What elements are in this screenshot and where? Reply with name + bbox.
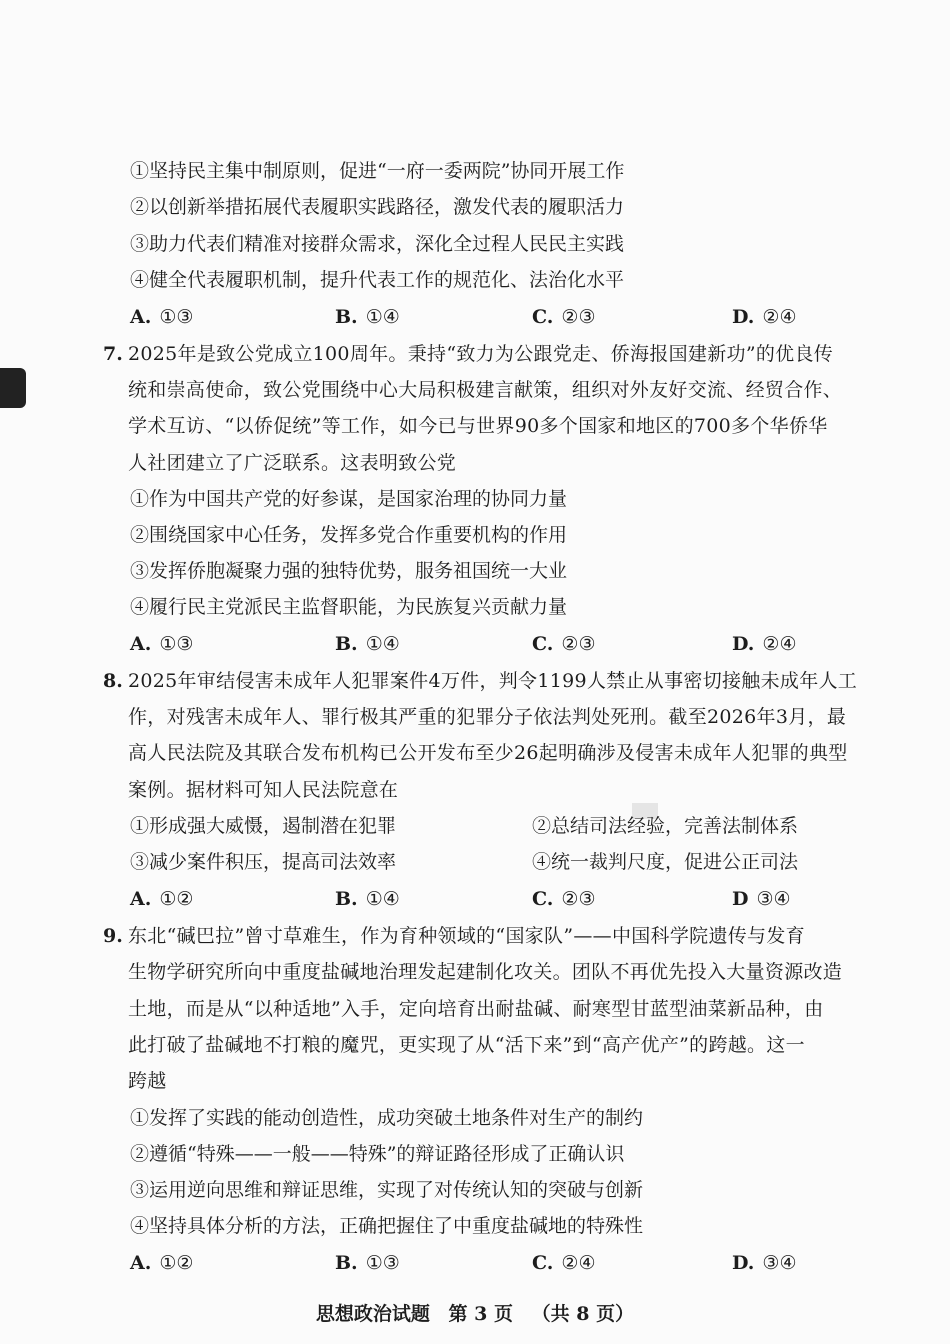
page-footer [0,1297,950,1331]
q9-item-3: ③运用逆向思维和辩证思维，实现了对传统认知的突破与创新 [130,1179,644,1201]
q9-stem-line-2: 生物学研究所向中重度盐碱地治理发起建制化攻关。团队不再优先投入大量资源改造 [128,961,843,983]
q7-item-3: ③发挥侨胞凝聚力强的独特优势，服务祖国统一大业 [130,560,568,582]
q9-stem-line-1: 9. 东北“碱巴拉”曾寸草难生，作为育种领域的“国家队”——中国科学院遗传与发育 [0,918,950,954]
q6-item-3: ③助力代表们精准对接群众需求，深化全过程人民民主实践 [130,233,625,255]
q8-items-row-2 [0,844,950,880]
q6-option-a[interactable]: A. ①③ [130,306,194,328]
q8-item-4: ④统一裁判尺度，促进公正司法 [532,851,799,873]
q9-option-b[interactable]: B. ①③ [335,1252,400,1274]
q9-stem-line-3: 土地，而是从“以种适地”入手，定向培育出耐盐碱、耐寒型甘蓝型油菜新品种，由 [128,998,824,1020]
q7-option-d[interactable]: D. ②④ [732,633,797,655]
q8-option-d[interactable]: D ③④ [732,888,791,910]
q8-option-a[interactable]: A. ①② [130,888,194,910]
q9-number: 9. [103,925,123,947]
q8-items-row-1 [0,808,950,844]
q8-stem-line-2: 作，对残害未成年人、罪行极其严重的犯罪分子依法判处死刑。截至2026年3月，最 [128,706,847,728]
q8-item-2: ②总结司法经验，完善法制体系 [532,815,799,837]
footer-total-pages: （共 8 页） [531,1303,635,1325]
q7-option-c[interactable]: C. ②③ [532,633,596,655]
q8-stem-line-4: 案例。据材料可知人民法院意在 [128,779,399,801]
q9-item-4: ④坚持具体分析的方法，正确把握住了中重度盐碱地的特殊性 [130,1215,644,1237]
q9-option-c[interactable]: C. ②④ [532,1252,596,1274]
q7-options [0,626,950,662]
q7-stem-line-4: 人社团建立了广泛联系。这表明致公党 [128,452,457,474]
q6-item-1: ①坚持民主集中制原则，促进“一府一委两院”协同开展工作 [130,160,625,182]
q9-option-a[interactable]: A. ①② [130,1252,194,1274]
q6-item-4: ④健全代表履职机制，提升代表工作的规范化、法治化水平 [130,269,625,291]
footer-subject: 思想政治试题 [315,1303,430,1325]
q6-option-b[interactable]: B. ①④ [335,306,400,328]
q7-number: 7. [103,343,123,365]
q7-option-a[interactable]: A. ①③ [130,633,194,655]
q6-option-c[interactable]: C. ②③ [532,306,596,328]
q7-option-b[interactable]: B. ①④ [335,633,400,655]
q8-option-c[interactable]: C. ②③ [532,888,596,910]
q6-options [0,299,950,335]
q7-stem-line-2: 统和崇高使命，致公党围绕中心大局积极建言献策，组织对外友好交流、经贸合作、 [128,379,843,401]
q9-item-1: ①发挥了实践的能动创造性，成功突破土地条件对生产的制约 [130,1107,644,1129]
q7-stem-line-1: 7. 2025年是致公党成立100周年。秉持“致力为公跟党走、侨海报国建新功”的优良传 [0,336,950,372]
q8-option-b[interactable]: B. ①④ [335,888,400,910]
q8-stem-line-3: 高人民法院及其联合发布机构已公开发布至少26起明确涉及侵害未成年人犯罪的典型 [128,742,848,764]
q9-option-d[interactable]: D. ③④ [732,1252,797,1274]
q7-item-2: ②围绕国家中心任务，发挥多党合作重要机构的作用 [130,524,568,546]
q8-options [0,881,950,917]
q9-options [0,1245,950,1281]
q6-option-d[interactable]: D. ②④ [732,306,797,328]
q6-item-2: ②以创新举措拓展代表履职实践路径，激发代表的履职活力 [130,196,625,218]
q7-stem-line-3: 学术互访、“以侨促统”等工作，如今已与世界90多个国家和地区的700多个华侨华 [128,415,828,437]
q8-number: 8. [103,670,123,692]
q9-item-2: ②遵循“特殊——一般——特殊”的辩证路径形成了正确认识 [130,1143,625,1165]
q8-item-3: ③减少案件积压，提高司法效率 [130,851,397,873]
q7-item-4: ④履行民主党派民主监督职能，为民族复兴贡献力量 [130,596,568,618]
q8-stem-line-1: 8. 2025年审结侵害未成年人犯罪案件4万件，判令1199人禁止从事密切接触未成年人工 [0,663,950,699]
q8-item-1: ①形成强大威慑，遏制潜在犯罪 [130,815,397,837]
q7-item-1: ①作为中国共产党的好参谋，是国家治理的协同力量 [130,488,568,510]
q9-stem-line-5: 跨越 [128,1070,167,1092]
q9-stem-line-4: 此打破了盐碱地不打粮的魔咒，更实现了从“活下来”到“高产优产”的跨越。这一 [128,1034,805,1056]
footer-page-number: 第 3 页 [448,1303,513,1325]
